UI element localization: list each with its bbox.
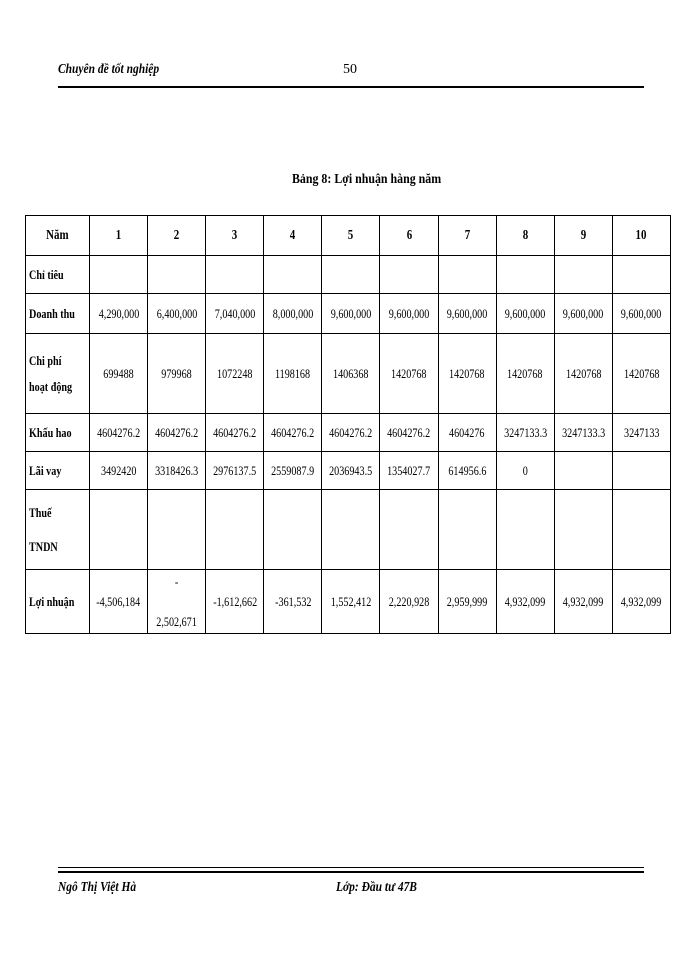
table-cell: -1,612,662 bbox=[206, 570, 264, 634]
table-cell: 1198168 bbox=[264, 334, 322, 414]
table-cell: 0 bbox=[496, 452, 554, 490]
table-cell: 6,400,000 bbox=[148, 294, 206, 334]
table-cell bbox=[148, 490, 206, 570]
table-cell: 1406368 bbox=[322, 334, 380, 414]
table-cell: 3318426.3 bbox=[148, 452, 206, 490]
table-cell: 2036943.5 bbox=[322, 452, 380, 490]
profit-row bbox=[26, 570, 671, 634]
table-cell: -4,506,184 bbox=[90, 570, 148, 634]
row-label: Thuế TNDN bbox=[26, 490, 90, 570]
table-cell bbox=[206, 256, 264, 294]
table-cell: 4604276.2 bbox=[90, 414, 148, 452]
row-label: Doanh thu bbox=[26, 294, 90, 334]
table-cell bbox=[322, 256, 380, 294]
table-cell: 3247133 bbox=[612, 414, 670, 452]
table-cell: 9,600,000 bbox=[438, 294, 496, 334]
table-cell: 2976137.5 bbox=[206, 452, 264, 490]
table-cell: 9,600,000 bbox=[380, 294, 438, 334]
table-cell bbox=[380, 490, 438, 570]
table-cell: 9,600,000 bbox=[496, 294, 554, 334]
table-cell: 9,600,000 bbox=[612, 294, 670, 334]
footer-class: Lớp: Đầu tư 47B bbox=[336, 880, 417, 895]
table-cell: 614956.6 bbox=[438, 452, 496, 490]
table-cell: 1072248 bbox=[206, 334, 264, 414]
header-rule bbox=[58, 86, 644, 88]
year-cell: 4 bbox=[264, 216, 322, 256]
row-label: Chỉ tiêu bbox=[26, 256, 90, 294]
table-cell: 2,959,999 bbox=[438, 570, 496, 634]
table-header-row bbox=[26, 216, 671, 256]
table-cell: 4604276.2 bbox=[322, 414, 380, 452]
criteria-row bbox=[26, 256, 671, 294]
table-cell bbox=[380, 256, 438, 294]
corner-cell: Năm bbox=[26, 216, 90, 256]
table-cell bbox=[554, 256, 612, 294]
table-cell: 4,932,099 bbox=[496, 570, 554, 634]
table-cell: 1420768 bbox=[554, 334, 612, 414]
profit-table bbox=[25, 215, 671, 634]
table-cell: 1420768 bbox=[380, 334, 438, 414]
table-cell: 2559087.9 bbox=[264, 452, 322, 490]
table-cell bbox=[322, 490, 380, 570]
row-label: Khấu hao bbox=[26, 414, 90, 452]
table-cell: 2,220,928 bbox=[380, 570, 438, 634]
table-cell bbox=[496, 256, 554, 294]
year-cell: 2 bbox=[148, 216, 206, 256]
table-cell: 3247133.3 bbox=[554, 414, 612, 452]
table-cell bbox=[264, 490, 322, 570]
row-label: Chi phí hoạt động bbox=[26, 334, 90, 414]
table-cell: 979968 bbox=[148, 334, 206, 414]
tax-row bbox=[26, 490, 671, 570]
table-cell bbox=[612, 452, 670, 490]
negative-sign: - bbox=[174, 573, 179, 589]
table-cell: 1,552,412 bbox=[322, 570, 380, 634]
year-cell: 10 bbox=[612, 216, 670, 256]
footer-rule bbox=[58, 867, 644, 868]
table-cell: 4,290,000 bbox=[90, 294, 148, 334]
row-label: Lãi vay bbox=[26, 452, 90, 490]
page-number: 50 bbox=[343, 62, 357, 77]
interest-row bbox=[26, 452, 671, 490]
table-cell bbox=[264, 256, 322, 294]
table-cell: 1420768 bbox=[438, 334, 496, 414]
year-cell: 8 bbox=[496, 216, 554, 256]
year-cell: 5 bbox=[322, 216, 380, 256]
year-cell: 1 bbox=[90, 216, 148, 256]
table-cell: 4604276.2 bbox=[148, 414, 206, 452]
year-cell: 9 bbox=[554, 216, 612, 256]
row-label: Lợi nhuận bbox=[26, 570, 90, 634]
depreciation-row bbox=[26, 414, 671, 452]
year-cell: 7 bbox=[438, 216, 496, 256]
table-cell: 4604276 bbox=[438, 414, 496, 452]
table-cell: 699488 bbox=[90, 334, 148, 414]
table-title: Bảng 8: Lợi nhuận hàng năm bbox=[292, 172, 442, 187]
table-cell: 9,600,000 bbox=[554, 294, 612, 334]
table-cell bbox=[612, 490, 670, 570]
table-cell bbox=[90, 490, 148, 570]
table-cell: 4604276.2 bbox=[206, 414, 264, 452]
table-cell bbox=[90, 256, 148, 294]
table-cell bbox=[554, 490, 612, 570]
footer-author: Ngô Thị Việt Hà bbox=[58, 880, 137, 895]
table-cell: 4604276.2 bbox=[380, 414, 438, 452]
table-cell bbox=[554, 452, 612, 490]
profit-value-year2: 2,502,671 bbox=[156, 613, 197, 629]
table-cell bbox=[612, 256, 670, 294]
table-cell: 1420768 bbox=[612, 334, 670, 414]
table-cell: 1420768 bbox=[496, 334, 554, 414]
year-cell: 6 bbox=[380, 216, 438, 256]
table-cell: 4604276.2 bbox=[264, 414, 322, 452]
table-cell bbox=[438, 490, 496, 570]
year-cell: 3 bbox=[206, 216, 264, 256]
table-cell bbox=[148, 256, 206, 294]
table-cell bbox=[206, 490, 264, 570]
table-cell: 8,000,000 bbox=[264, 294, 322, 334]
table-cell bbox=[438, 256, 496, 294]
header-doc-title: Chuyên đề tốt nghiệp bbox=[58, 62, 160, 77]
table-cell: 9,600,000 bbox=[322, 294, 380, 334]
operating-cost-row bbox=[26, 334, 671, 414]
footer-rule-thick bbox=[58, 871, 644, 873]
table-cell: 4,932,099 bbox=[612, 570, 670, 634]
table-cell: 7,040,000 bbox=[206, 294, 264, 334]
revenue-row bbox=[26, 294, 671, 334]
table-cell: 3247133.3 bbox=[496, 414, 554, 452]
table-cell bbox=[148, 570, 206, 634]
table-cell: 1354027.7 bbox=[380, 452, 438, 490]
table-cell: 4,932,099 bbox=[554, 570, 612, 634]
table-cell: -361,532 bbox=[264, 570, 322, 634]
table-cell: 3492420 bbox=[90, 452, 148, 490]
table-cell bbox=[496, 490, 554, 570]
